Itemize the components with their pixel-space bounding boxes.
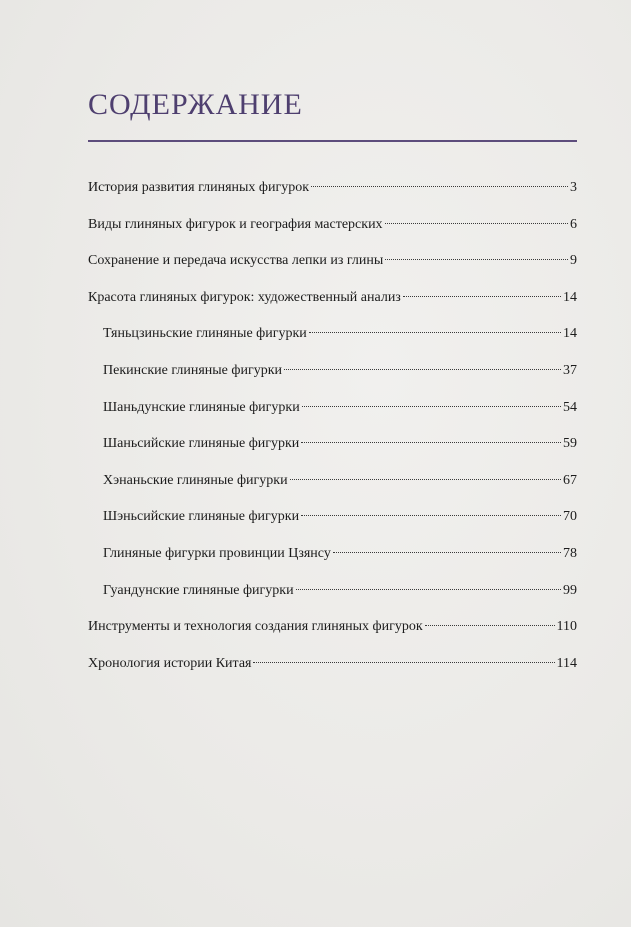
toc-subentry xyxy=(88,434,577,471)
toc-entry-title: Шэньсийские глиняные фигурки xyxy=(103,509,300,525)
toc-entry-title: Инструменты и технология создания глиняных фигурок xyxy=(88,619,423,635)
toc-subentry xyxy=(88,361,577,398)
dot-leader xyxy=(425,625,555,626)
toc-subentry xyxy=(88,398,577,435)
toc-subentry xyxy=(88,544,577,581)
toc-entry-title: Виды глиняных фигурок и география мастерских xyxy=(88,216,383,232)
toc-entry-page: 14 xyxy=(563,289,577,305)
contents-heading: СОДЕРЖАНИЕ xyxy=(88,88,303,121)
toc-entry xyxy=(88,288,577,325)
dot-leader xyxy=(301,442,561,443)
toc-subentry xyxy=(88,471,577,508)
toc-entry-title: Шаньдунские глиняные фигурки xyxy=(103,399,300,415)
toc-entry xyxy=(88,215,577,252)
toc-entry-page: 59 xyxy=(563,436,577,452)
toc-entry-title: Глиняные фигурки провинции Цзянсу xyxy=(103,545,331,561)
dot-leader xyxy=(385,259,568,260)
toc-subentry xyxy=(88,581,577,618)
toc-entry-title: Гуандунские глиняные фигурки xyxy=(103,582,294,598)
dot-leader xyxy=(311,186,568,187)
toc-entry xyxy=(88,617,577,654)
toc-entry-title: Сохранение и передача искусства лепки из глины xyxy=(88,253,384,269)
dot-leader xyxy=(302,406,561,407)
toc-entry-page: 37 xyxy=(563,362,577,378)
dot-leader xyxy=(333,552,561,553)
toc-entry-page: 78 xyxy=(563,545,577,561)
toc-entry-page: 110 xyxy=(556,619,577,635)
heading-divider xyxy=(88,140,577,142)
dot-leader xyxy=(385,223,568,224)
toc-entry-title: Красота глиняных фигурок: художественный анализ xyxy=(88,289,401,305)
toc-subentry xyxy=(88,324,577,361)
toc-entry-title: Хронология истории Китая xyxy=(88,655,252,671)
toc-entry-page: 3 xyxy=(570,180,577,195)
dot-leader xyxy=(284,369,561,370)
toc-entry-page: 67 xyxy=(563,472,577,488)
dot-leader xyxy=(290,479,561,480)
toc-entry-title: Хэнаньские глиняные фигурки xyxy=(103,472,288,488)
dot-leader xyxy=(301,515,561,516)
table-of-contents xyxy=(88,178,577,690)
toc-entry-page: 70 xyxy=(563,509,577,525)
dot-leader xyxy=(309,332,561,333)
toc-entry-title: Шаньсийские глиняные фигурки xyxy=(103,436,300,452)
toc-entry-page: 54 xyxy=(563,399,577,415)
toc-entry xyxy=(88,178,577,215)
toc-entry-title: История развития глиняных фигурок xyxy=(88,180,310,195)
toc-entry-page: 99 xyxy=(563,582,577,598)
dot-leader xyxy=(296,589,561,590)
toc-entry-page: 9 xyxy=(570,253,577,269)
dot-leader xyxy=(253,662,554,663)
toc-entry-title: Тяньцзиньские глиняные фигурки xyxy=(103,326,307,342)
toc-entry-page: 14 xyxy=(563,326,577,342)
toc-entry xyxy=(88,251,577,288)
toc-entry xyxy=(88,654,577,691)
toc-entry-title: Пекинские глиняные фигурки xyxy=(103,362,282,378)
dot-leader xyxy=(403,296,561,297)
toc-subentry xyxy=(88,507,577,544)
toc-entry-page: 114 xyxy=(556,655,577,671)
toc-entry-page: 6 xyxy=(570,216,577,232)
